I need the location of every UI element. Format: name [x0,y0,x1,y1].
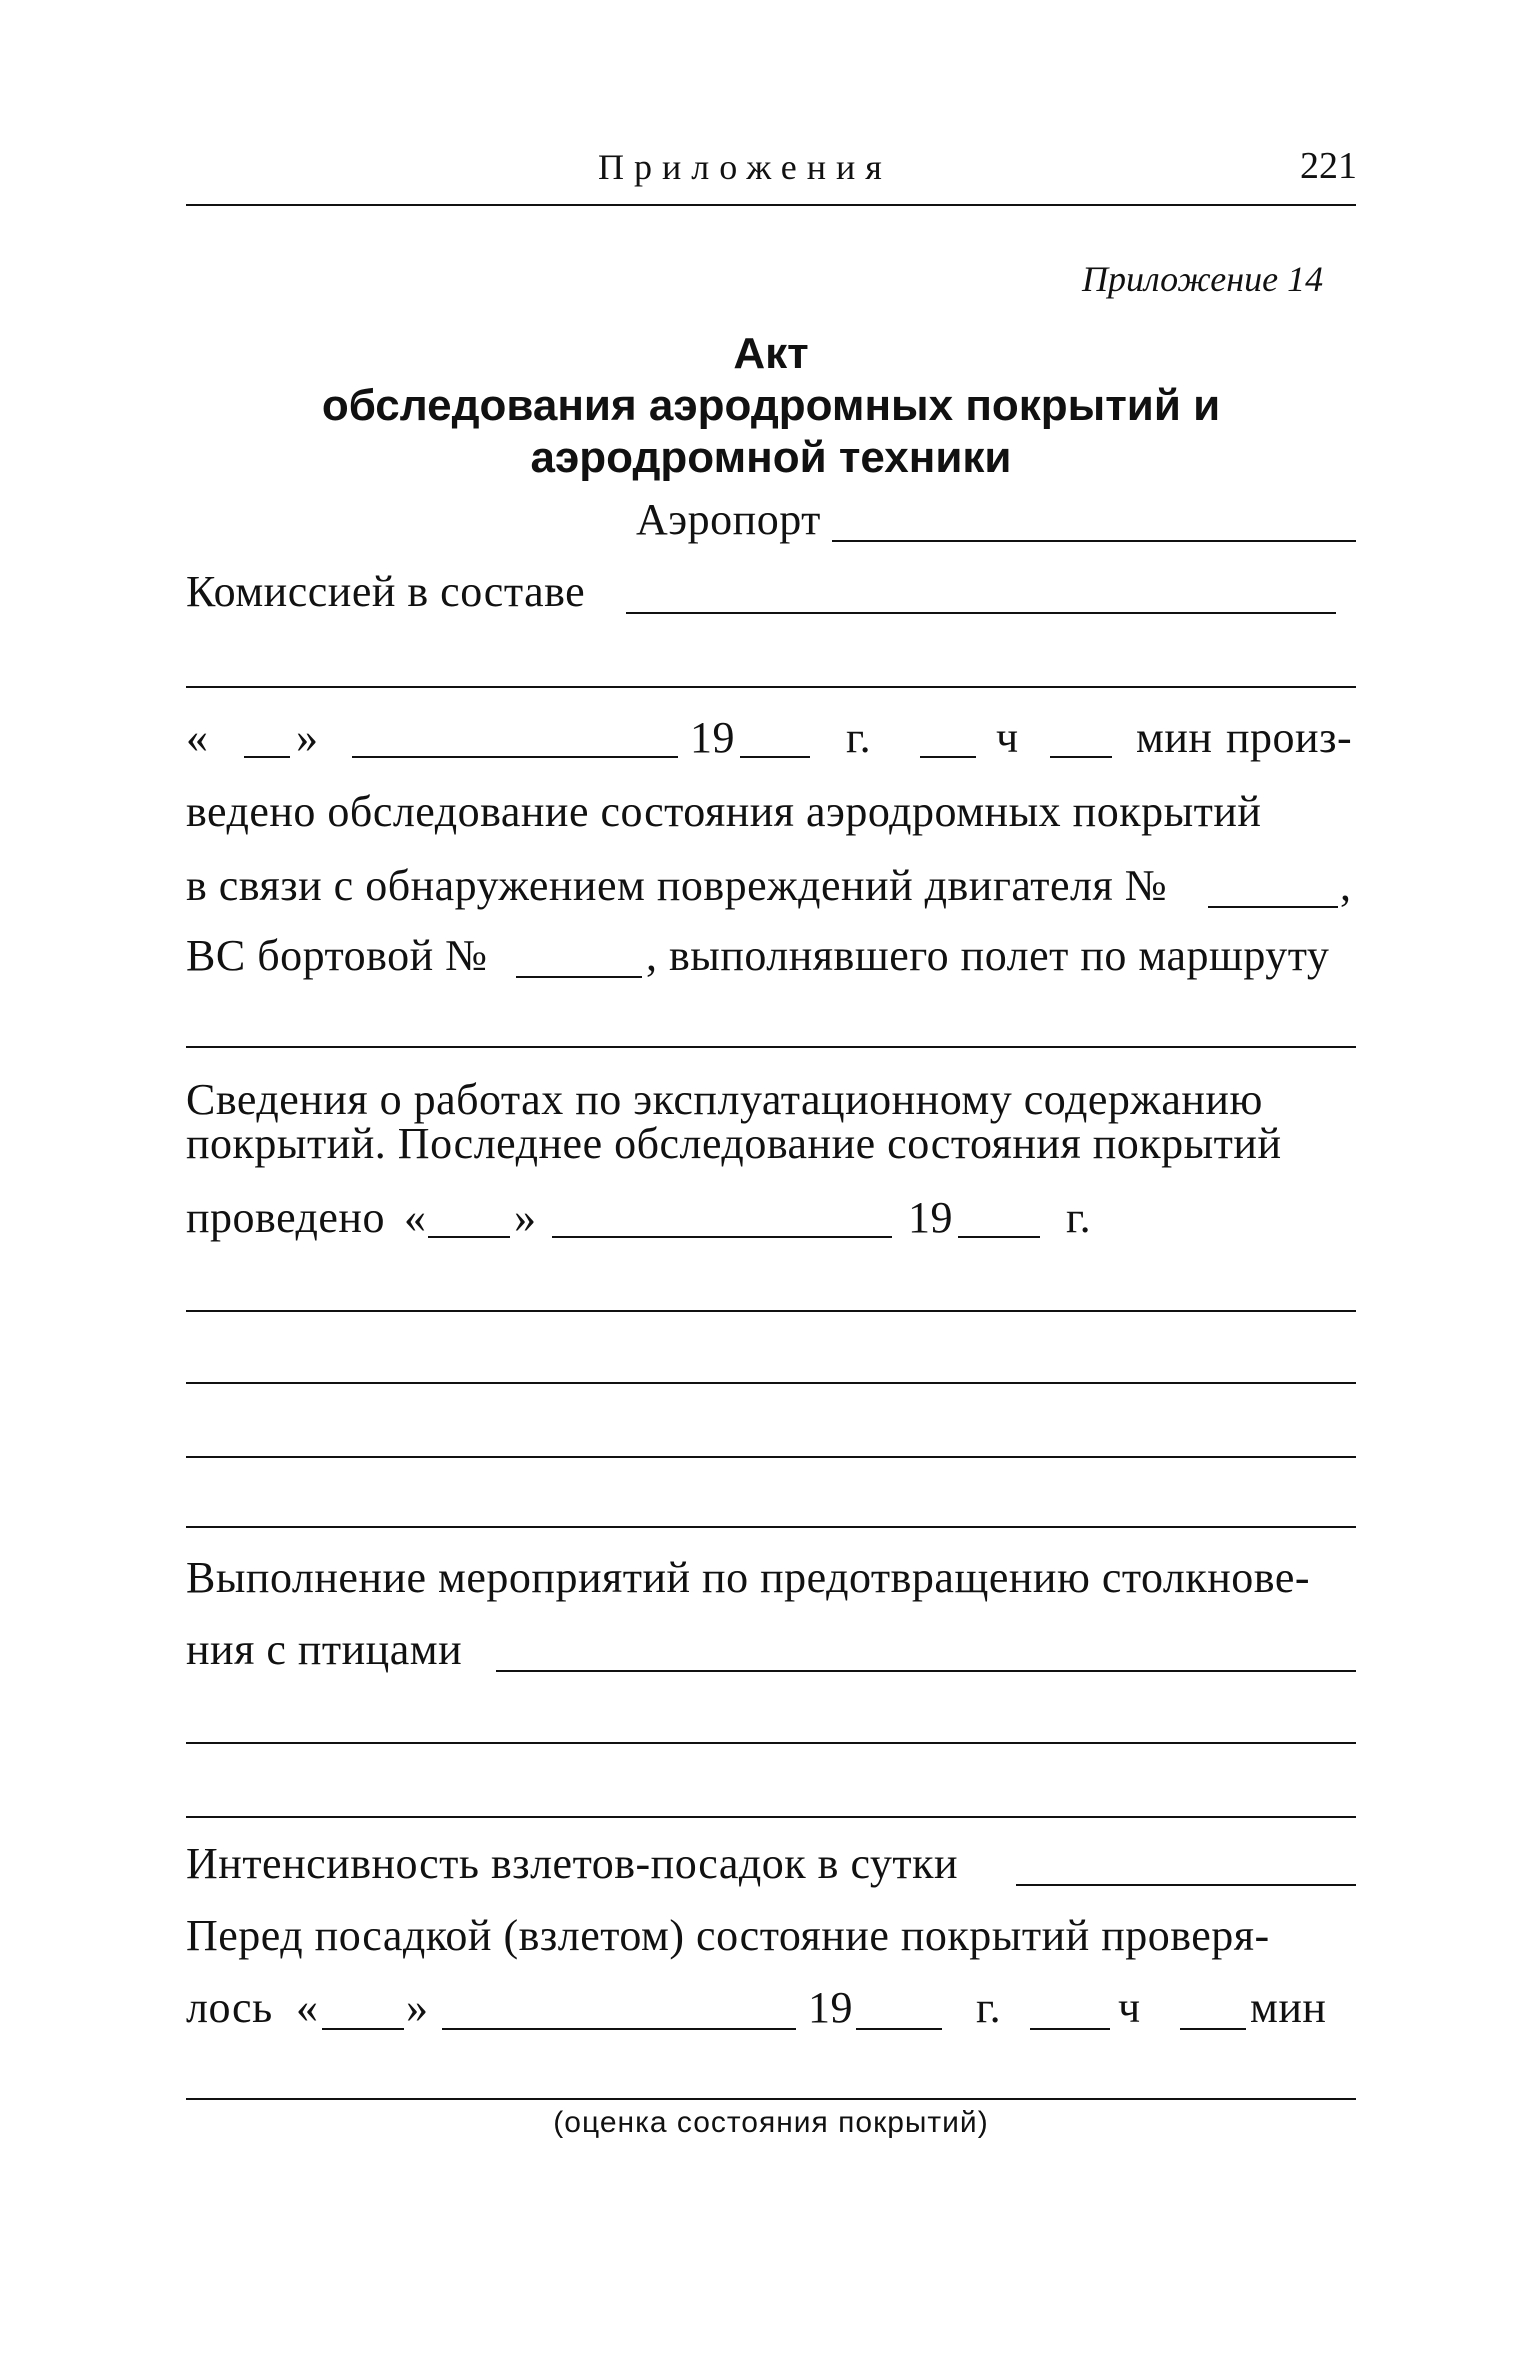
para1-line3: в связи с обнаружением повреждений двигателя № [186,861,1168,910]
appendix-label: Приложение 14 [1082,259,1324,299]
para2-line2: покрытий. Последнее обследование состояния покрытий [186,1119,1282,1168]
date-day-blank[interactable] [244,756,290,758]
hour-blank[interactable] [920,756,976,758]
check-close-quote: » [406,1983,429,2032]
title-line-2: обследования аэродромных покрытий и [321,381,1221,430]
check-year-blank[interactable] [856,2028,942,2030]
check-month-blank[interactable] [442,2028,796,2030]
aircraft-number-blank[interactable] [516,976,642,978]
last-check-day-blank[interactable] [428,1236,510,1238]
document-title [186,328,1356,484]
check-hour-label: ч [1118,1983,1141,2032]
check-day-blank[interactable] [322,2028,404,2030]
hour-label: ч [996,713,1019,762]
page-number: 221 [1300,145,1357,187]
last-check-year-blank[interactable] [958,1236,1040,1238]
works-input-line-2[interactable] [186,1382,1356,1384]
check-open-quote: « [296,1983,319,2032]
para5-line1: Перед посадкой (взлетом) состояние покрытий проверя- [186,1911,1270,1960]
header-rule [186,204,1356,206]
last-check-year-suffix: г. [1066,1193,1092,1242]
commission-input-line-2[interactable] [186,686,1356,688]
para1-line4-a: ВС бортовой № [186,931,488,980]
last-check-close-quote: » [514,1193,537,1242]
running-header-title: Приложения [598,147,892,187]
para1-line2: ведено обследование состояния аэродромных покрытий [186,787,1262,836]
para2-line3: проведено [186,1193,385,1242]
birds-input-line[interactable] [496,1670,1356,1672]
title-line-3: аэродромной техники [530,433,1012,482]
para4-line1: Интенсивность взлетов-посадок в сутки [186,1839,959,1888]
last-check-year-prefix: 19 [908,1193,953,1242]
check-year-prefix: 19 [808,1983,853,2032]
para5-line2: лось [186,1983,273,2032]
works-input-line-1[interactable] [186,1310,1356,1312]
para2-line1: Сведения о работах по эксплуатационному содержанию [186,1075,1263,1124]
para1-line3-comma: , [1340,861,1352,910]
airport-field-label: Аэропорт [636,495,821,544]
check-minute-blank[interactable] [1180,2028,1246,2030]
para3-line1: Выполнение мероприятий по предотвращению столкнове- [186,1553,1310,1602]
inspection-tail: произ- [1226,713,1353,762]
para1-line4-b: , выполнявшего полет по маршруту [646,931,1330,980]
check-year-suffix: г. [976,1983,1002,2032]
engine-number-blank[interactable] [1208,906,1338,908]
intensity-input-line[interactable] [1016,1884,1356,1886]
last-check-month-blank[interactable] [552,1236,892,1238]
airport-input-line[interactable] [832,540,1356,542]
date-month-blank[interactable] [352,756,678,758]
para3-line2: ния с птицами [186,1625,463,1674]
route-input-line[interactable] [186,1046,1356,1048]
year-prefix: 19 [690,713,735,762]
birds-input-line-2[interactable] [186,1742,1356,1744]
works-input-line-4[interactable] [186,1526,1356,1528]
title-line-1: Акт [733,329,809,378]
assessment-caption: (оценка состояния покрытий) [553,2106,989,2139]
commission-input-line[interactable] [626,612,1336,614]
last-check-open-quote: « [404,1193,427,1242]
date-year-blank[interactable] [740,756,810,758]
year-suffix: г. [846,713,872,762]
date-close-quote: » [296,713,319,762]
check-minute-label: мин [1250,1983,1327,2032]
commission-field-label: Комиссией в составе [186,567,586,616]
minute-label: мин [1136,713,1213,762]
birds-input-line-3[interactable] [186,1816,1356,1818]
date-open-quote: « [186,713,209,762]
assessment-input-line[interactable] [186,2098,1356,2100]
check-hour-blank[interactable] [1030,2028,1110,2030]
minute-blank[interactable] [1050,756,1112,758]
works-input-line-3[interactable] [186,1456,1356,1458]
